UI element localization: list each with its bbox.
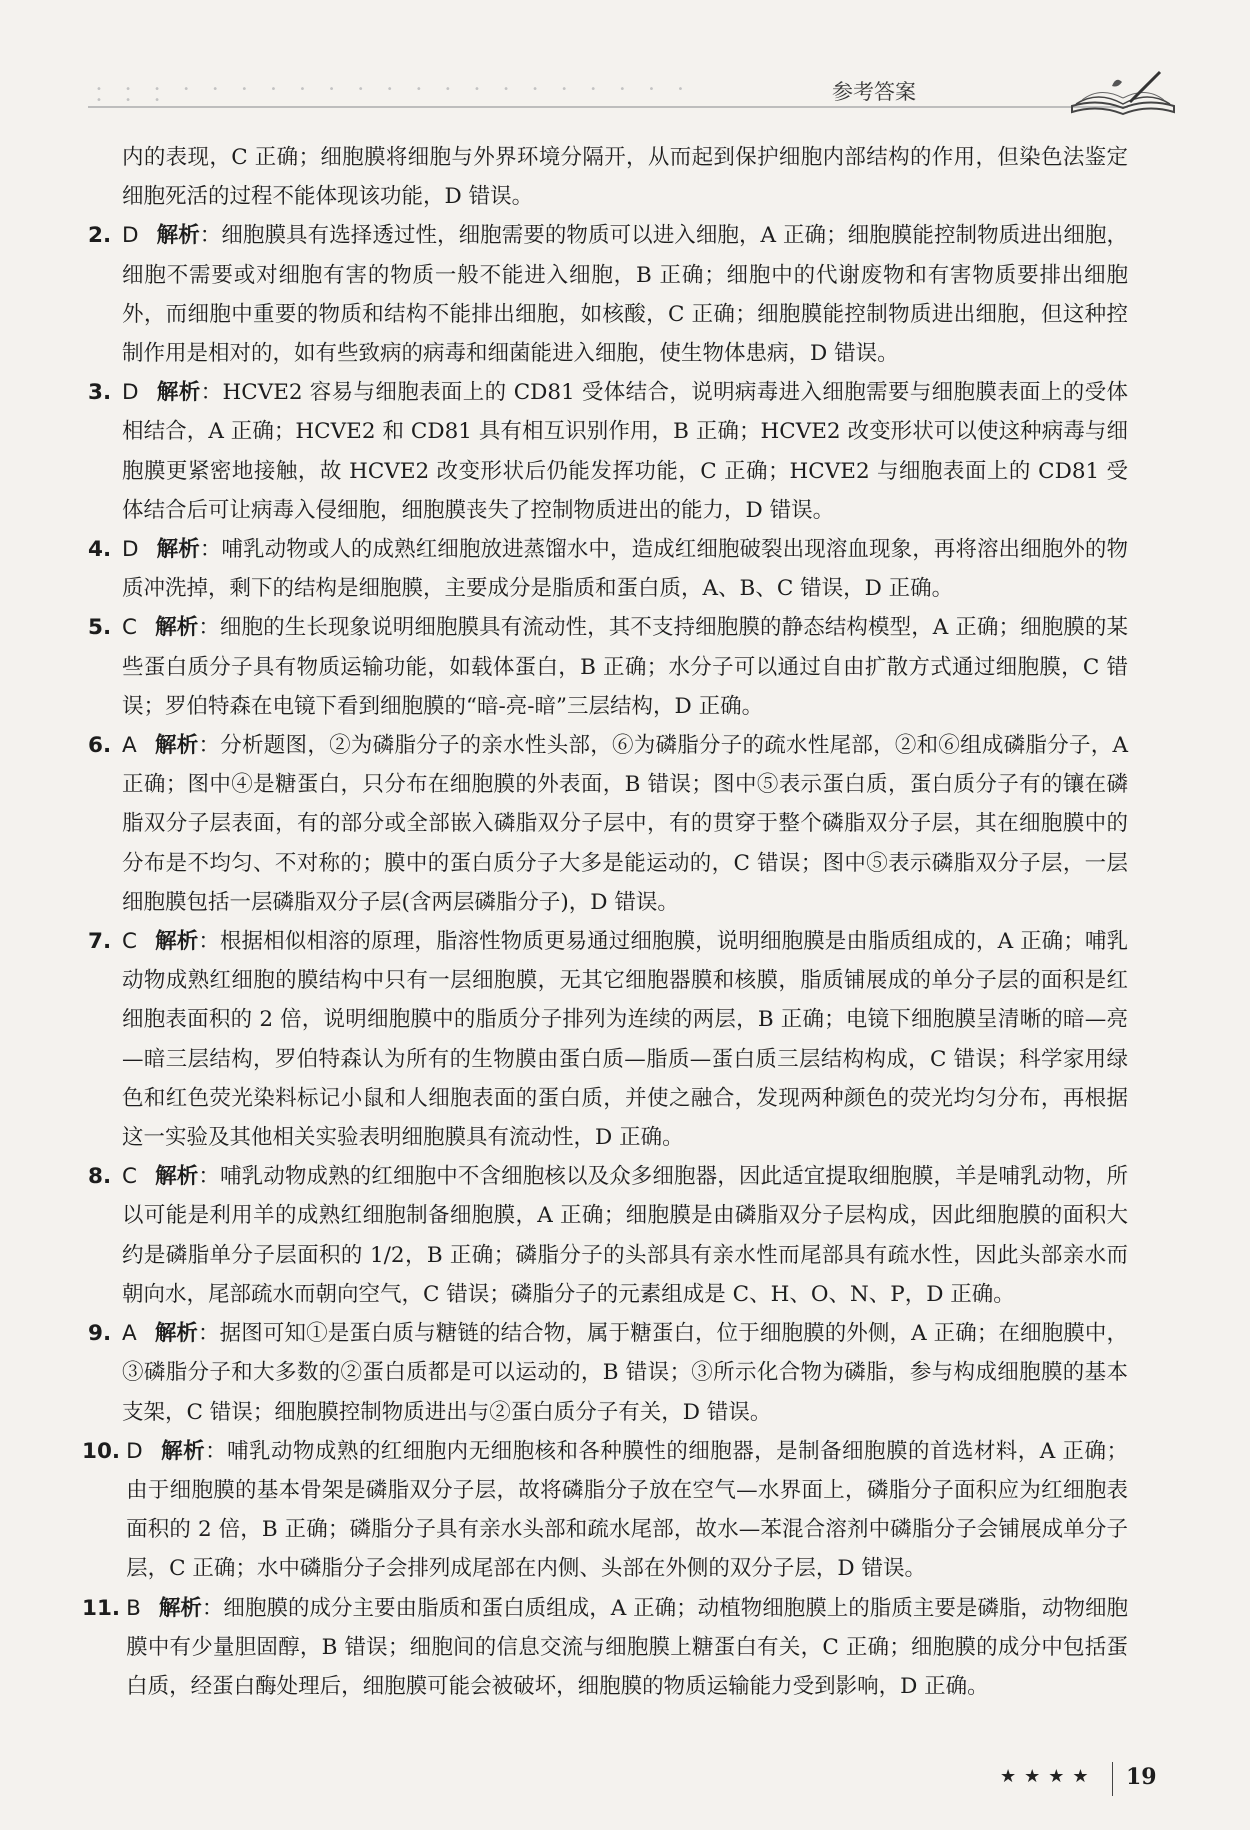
open-book-icon [1068, 68, 1178, 116]
answer-letter: A [122, 733, 137, 759]
analysis-text: ：分析题图，②为磷脂分子的亲水性头部，⑥为磷脂分子的疏水性尾部，②和⑥组成磷脂分子，A 正确；图中④是糖蛋白，只分布在细胞膜的外表面，B 错误；图中⑤表示蛋白质，蛋白质分子有的镶在磷脂双分子层表面，有的部分或全部嵌入磷脂双分子层中，有的贯穿于整个磷脂双分子层，其在细胞膜中的分布是不均匀、不对称的；膜中的蛋白质分子大多是能运动的，C 错误；图中⑤表示磷脂双分子层，一层细胞膜包括一层磷脂双分子层(含两层磷脂分子)，D 错误。 [122, 733, 1128, 915]
analysis-label: 解析 [158, 1595, 202, 1621]
analysis-label: 解析 [154, 1321, 199, 1347]
analysis-label: 解析 [156, 380, 201, 406]
analysis-text: ：哺乳动物成熟的红细胞内无细胞核和各种膜性的细胞器，是制备细胞膜的首选材料，A 正确；由于细胞膜的基本骨架是磷脂双分子层，故将磷脂分子放在空气—水界面上，磷脂分子面积应为红细胞表面积的 2 倍，B 正确；磷脂分子具有亲水头部和疏水尾部，故水—苯混合溶剂中磷脂分子会铺展成单分子层，C 正确；水中磷脂分子会排列成尾部在内侧、头部在外侧的双分子层，D 错误。 [126, 1438, 1128, 1582]
question-body [122, 726, 1128, 922]
question-item-3 [88, 373, 1128, 530]
question-number: 9. [88, 1321, 112, 1347]
question-item-11 [82, 1589, 1128, 1707]
answer-letter: D [122, 537, 139, 563]
analysis-text: ：根据相似相溶的原理，脂溶性物质更易通过细胞膜，说明细胞膜是由脂质组成的，A 正确；哺乳动物成熟红细胞的膜结构中只有一层细胞膜，无其它细胞器膜和核膜，脂质铺展成的单分子层的面积是红细胞表面积的 2 倍，说明细胞膜中的脂质分子排列为连续的两层，B 正确；电镜下细胞膜呈清晰的暗—亮—暗三层结构，罗伯特森认为所有的生物膜由蛋白质—脂质—蛋白质三层结构构成，C 错误；科学家用绿色和红色荧光染料标记小鼠和人细胞表面的蛋白质，并使之融合，发现两种颜色的荧光均匀分布，再根据这一实验及其他相关实验表明细胞膜具有流动性，D 正确。 [122, 929, 1128, 1151]
question-number: 6. [88, 733, 112, 759]
question-number: 4. [88, 537, 112, 563]
answer-letter: A [122, 1321, 137, 1347]
question-number: 5. [88, 615, 112, 641]
question-number: 11. [82, 1595, 121, 1621]
answer-letter: C [122, 929, 138, 955]
question-body [122, 530, 1128, 608]
question-body [126, 1432, 1128, 1589]
answer-letter: D [122, 223, 139, 249]
header-dots: • • • • • • • • • • • • • • • • • • • • • • • • [96, 84, 694, 106]
question-body [122, 1157, 1128, 1314]
analysis-label: 解析 [156, 537, 200, 563]
answer-letter: D [126, 1438, 143, 1464]
page-number: 19 [1126, 1764, 1157, 1790]
header-title: 参考答案 [832, 80, 916, 104]
analysis-text: ：HCVE2 容易与细胞表面上的 CD81 受体结合，说明病毒进入细胞需要与细胞膜表面上的受体相结合，A 正确；HCVE2 和 CD81 具有相互识别作用，B 正确；HCVE2 改变形状可以使这种病毒与细胞膜更紧密地接触，故 HCVE2 改变形状后仍能发挥功能，C 正确；HCVE2 与细胞表面上的 CD81 受体结合后可让病毒入侵细胞，细胞膜丧失了控制物质进出的能力，D 错误。 [122, 380, 1128, 523]
analysis-label: 解析 [156, 223, 200, 249]
question-item-4 [88, 530, 1128, 608]
answer-letter: C [122, 615, 138, 641]
question-item-2 [88, 216, 1128, 373]
question-number: 8. [88, 1164, 112, 1190]
analysis-label: 解析 [155, 1164, 199, 1190]
question-item-9 [88, 1314, 1128, 1432]
answer-letter: B [126, 1595, 141, 1621]
question-number: 3. [88, 380, 112, 406]
continued-paragraph: 内的表现，C 正确；细胞膜将细胞与外界环境分隔开，从而起到保护细胞内部结构的作用，但染色法鉴定细胞死活的过程不能体现该功能，D 错误。 [122, 145, 1128, 210]
analysis-text: ：细胞膜具有选择透过性，细胞需要的物质可以进入细胞，A 正确；细胞膜能控制物质进出细胞，细胞不需要或对细胞有害的物质一般不能进入细胞，B 正确；细胞中的代谢废物和有害物质要排出细胞外，而细胞中重要的物质和结构不能排出细胞，如核酸，C 正确；细胞膜能控制物质进出细胞，但这种控制作用是相对的，如有些致病的病毒和细菌能进入细胞，使生物体患病，D 错误。 [122, 223, 1128, 367]
footer-divider [1112, 1762, 1113, 1796]
question-item-10 [82, 1432, 1128, 1589]
question-number: 7. [88, 929, 112, 955]
question-body [122, 1314, 1128, 1432]
page-footer [1000, 1762, 1160, 1798]
answer-letter: D [122, 380, 139, 406]
question-item-6 [88, 726, 1128, 922]
difficulty-stars: ★★★★ [1000, 1766, 1097, 1787]
answer-letter: C [122, 1164, 138, 1190]
question-item-7 [88, 922, 1128, 1157]
question-item-8 [88, 1157, 1128, 1314]
analysis-text: ：哺乳动物或人的成熟红细胞放进蒸馏水中，造成红细胞破裂出现溶血现象，再将溶出细胞外的物质冲洗掉，剩下的结构是细胞膜，主要成分是脂质和蛋白质，A、B、C 错误，D 正确。 [122, 537, 1128, 602]
analysis-text: ：细胞的生长现象说明细胞膜具有流动性，其不支持细胞膜的静态结构模型，A 正确；细胞膜的某些蛋白质分子具有物质运输功能，如载体蛋白，B 正确；水分子可以通过自由扩散方式通过细胞膜，C 错误；罗伯特森在电镜下看到细胞膜的“暗-亮-暗”三层结构，D 正确。 [122, 615, 1128, 719]
question-body [122, 216, 1128, 373]
analysis-label: 解析 [155, 615, 199, 641]
analysis-text: ：哺乳动物成熟的红细胞中不含细胞核以及众多细胞器，因此适宜提取细胞膜，羊是哺乳动物，所以可能是利用羊的成熟红细胞制备细胞膜，A 正确；细胞膜是由磷脂双分子层构成，因此细胞膜的面积大约是磷脂单分子层面积的 1/2，B 正确；磷脂分子的头部具有亲水性而尾部具有疏水性，因此头部亲水而朝向水，尾部疏水而朝向空气，C 错误；磷脂分子的元素组成是 C、H、O、N、P，D 正确。 [122, 1164, 1128, 1307]
question-body [122, 922, 1128, 1157]
question-body [122, 608, 1128, 726]
question-body [126, 1589, 1128, 1707]
page-header [88, 68, 1178, 116]
header-rule [88, 106, 1128, 108]
analysis-label: 解析 [160, 1438, 206, 1464]
analysis-text: ：细胞膜的成分主要由脂质和蛋白质组成，A 正确；动植物细胞膜上的脂质主要是磷脂，动物细胞膜中有少量胆固醇，B 错误；细胞间的信息交流与细胞膜上糖蛋白有关，C 正确；细胞膜的成分中包括蛋白质，经蛋白酶处理后，细胞膜可能会被破坏，细胞膜的物质运输能力受到影响，D 正确。 [126, 1595, 1128, 1699]
question-body [122, 373, 1128, 530]
analysis-text: ：据图可知①是蛋白质与糖链的结合物，属于糖蛋白，位于细胞膜的外侧，A 正确；在细胞膜中，③磷脂分子和大多数的②蛋白质都是可以运动的，B 错误；③所示化合物为磷脂，参与构成细胞膜的基本支架，C 错误；细胞膜控制物质进出与②蛋白质分子有关，D 错误。 [122, 1321, 1128, 1425]
analysis-label: 解析 [154, 733, 199, 759]
question-item-5 [88, 608, 1128, 726]
answer-content [82, 138, 1128, 1706]
analysis-label: 解析 [155, 929, 199, 955]
question-number: 10. [82, 1438, 121, 1464]
question-number: 2. [88, 223, 112, 249]
